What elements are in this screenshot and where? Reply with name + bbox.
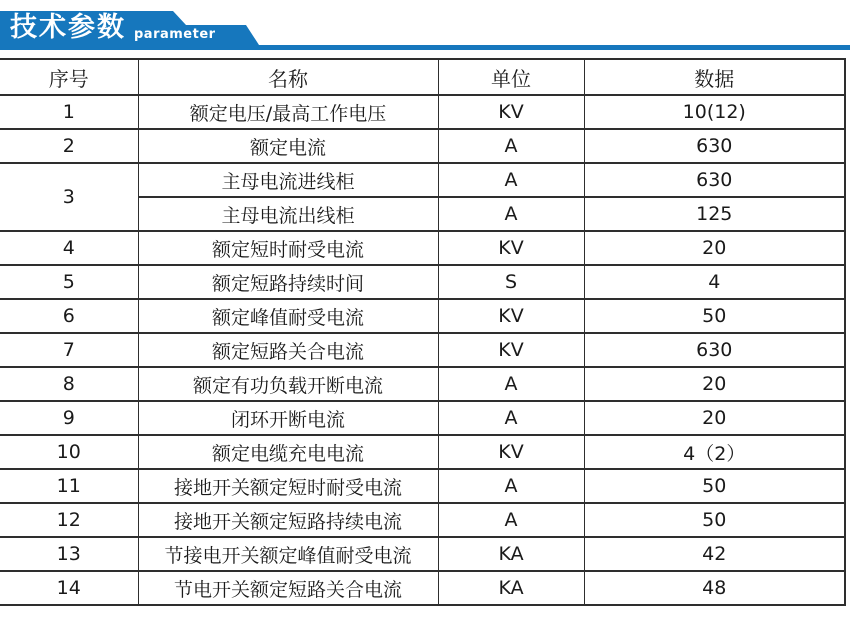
row-serial-cell: 11 (0, 469, 138, 503)
row-name-cell: 节电开关额定短路关合电流 (138, 571, 438, 605)
table-row (0, 95, 845, 129)
row-name-cell: 额定短路持续时间 (138, 265, 438, 299)
row-unit-cell: A (438, 129, 584, 163)
row-serial-cell: 5 (0, 265, 138, 299)
row-value-cell: 630 (584, 129, 845, 163)
header-serial: 序号 (0, 59, 138, 95)
row-serial-cell: 7 (0, 333, 138, 367)
row-value-cell: 10(12) (584, 95, 845, 129)
row-name-cell: 额定电缆充电电流 (138, 435, 438, 469)
header-value: 数据 (584, 59, 845, 95)
table-row (0, 333, 845, 367)
table-row (0, 367, 845, 401)
row-value-cell: 42 (584, 537, 845, 571)
banner-ribbon-polygon (0, 11, 850, 50)
table-row (0, 129, 845, 163)
row-serial-cell: 4 (0, 231, 138, 265)
table-row (0, 231, 845, 265)
parameter-table-body (0, 95, 845, 605)
banner-ribbon-shape (0, 0, 850, 52)
table-header-row (0, 59, 845, 95)
banner-title: 技术参数 (10, 12, 126, 43)
row-value-cell: 50 (584, 299, 845, 333)
row-unit-cell: S (438, 265, 584, 299)
table-row (0, 469, 845, 503)
row-value-cell: 125 (584, 197, 845, 231)
row-unit-cell: KV (438, 95, 584, 129)
row-serial-cell: 3 (0, 163, 138, 231)
row-value-cell: 20 (584, 401, 845, 435)
table-row (0, 571, 845, 605)
row-serial-cell: 8 (0, 367, 138, 401)
row-name-cell: 闭环开断电流 (138, 401, 438, 435)
row-serial-cell: 14 (0, 571, 138, 605)
row-name-cell: 额定有功负载开断电流 (138, 367, 438, 401)
row-unit-cell: A (438, 163, 584, 197)
banner-subtitle: parameter (134, 27, 216, 42)
row-unit-cell: A (438, 197, 584, 231)
row-value-cell: 20 (584, 231, 845, 265)
row-serial-cell: 6 (0, 299, 138, 333)
section-banner (0, 0, 850, 52)
row-value-cell: 630 (584, 163, 845, 197)
header-unit: 单位 (438, 59, 584, 95)
row-value-cell: 4 (584, 265, 845, 299)
row-name-cell: 额定短路关合电流 (138, 333, 438, 367)
row-name-cell: 接地开关额定短路持续电流 (138, 503, 438, 537)
row-value-cell: 50 (584, 469, 845, 503)
table-row (0, 537, 845, 571)
row-value-cell: 630 (584, 333, 845, 367)
row-unit-cell: KV (438, 333, 584, 367)
row-value-cell: 20 (584, 367, 845, 401)
row-name-cell: 额定短时耐受电流 (138, 231, 438, 265)
row-unit-cell: A (438, 367, 584, 401)
row-name-cell: 主母电流出线柜 (138, 197, 438, 231)
row-unit-cell: KV (438, 299, 584, 333)
row-serial-cell: 2 (0, 129, 138, 163)
row-value-cell: 4（2） (584, 435, 845, 469)
row-serial-cell: 1 (0, 95, 138, 129)
parameter-table (0, 58, 846, 606)
row-serial-cell: 10 (0, 435, 138, 469)
row-unit-cell: KA (438, 571, 584, 605)
header-name: 名称 (138, 59, 438, 95)
row-serial-cell: 12 (0, 503, 138, 537)
row-serial-cell: 9 (0, 401, 138, 435)
row-unit-cell: A (438, 469, 584, 503)
parameter-table-wrap (0, 58, 845, 606)
row-name-cell: 接地开关额定短时耐受电流 (138, 469, 438, 503)
table-row (0, 299, 845, 333)
table-row (0, 503, 845, 537)
row-name-cell: 主母电流进线柜 (138, 163, 438, 197)
row-name-cell: 额定电压/最高工作电压 (138, 95, 438, 129)
table-row (0, 401, 845, 435)
table-row (0, 435, 845, 469)
row-unit-cell: KA (438, 537, 584, 571)
table-row (0, 163, 845, 197)
row-name-cell: 额定电流 (138, 129, 438, 163)
row-unit-cell: A (438, 503, 584, 537)
row-serial-cell: 13 (0, 537, 138, 571)
row-unit-cell: KV (438, 435, 584, 469)
row-unit-cell: A (438, 401, 584, 435)
row-value-cell: 50 (584, 503, 845, 537)
row-name-cell: 节接电开关额定峰值耐受电流 (138, 537, 438, 571)
row-value-cell: 48 (584, 571, 845, 605)
table-row (0, 265, 845, 299)
row-unit-cell: KV (438, 231, 584, 265)
row-name-cell: 额定峰值耐受电流 (138, 299, 438, 333)
